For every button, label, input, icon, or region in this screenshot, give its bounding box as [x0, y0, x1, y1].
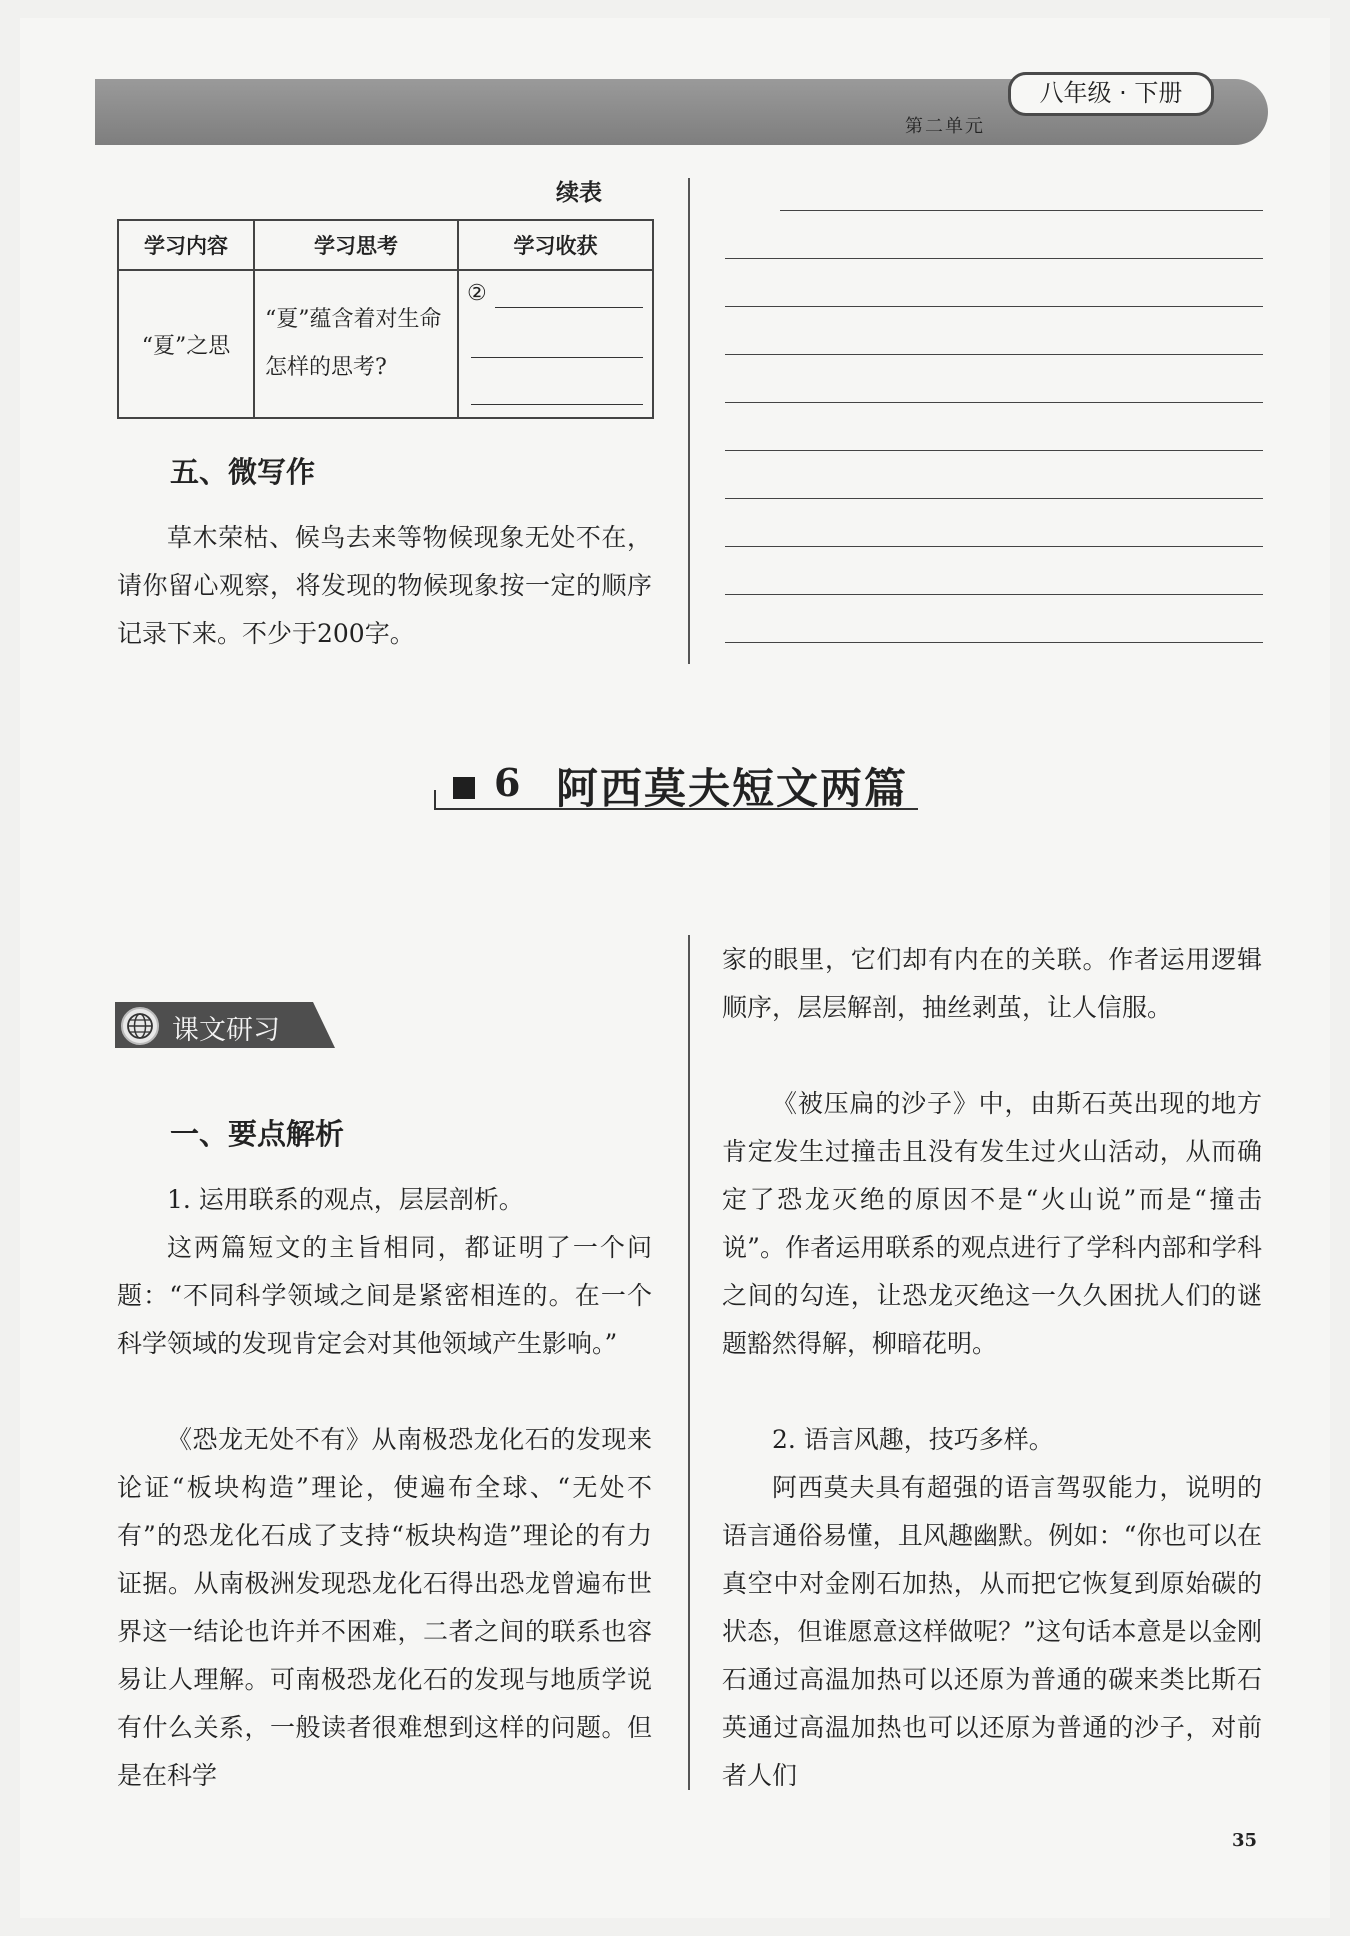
key-points-title: 一、要点解析: [170, 1117, 345, 1151]
paragraph-2: 《恐龙无处不有》从南极恐龙化石的发现来论证“板块构造”理论，使遍布全球、“无处不有”的恐龙化石成了支持“板块构造”理论的有力证据。从南极洲发现恐龙化石得出恐龙曾遍布世界这一结论也许并不困难，二者之间的联系也容易让人理解。可南极恐龙化石的发现与地质学说有什么关系，一般读者很难想到这样的问题。但是在科学: [117, 1425, 652, 1790]
column-divider-bottom: [688, 935, 690, 1790]
writing-line[interactable]: [725, 642, 1263, 643]
grade-label: 八年级 · 下册: [1008, 72, 1214, 116]
writing-line[interactable]: [725, 450, 1263, 451]
writing-line[interactable]: [725, 546, 1263, 547]
paragraph-1: 这两篇短文的主旨相同，都证明了一个问题：“不同科学领域之间是紧密相连的。在一个科学领域的发现肯定会对其他领域产生影响。”: [117, 1233, 652, 1358]
answer-line[interactable]: [471, 357, 643, 358]
title-bar-tick: [434, 790, 436, 810]
answer-line[interactable]: [495, 307, 643, 308]
cell-content: “夏”之思: [118, 270, 254, 418]
unit-label: 第二单元: [905, 116, 985, 137]
paragraph-4: 阿西莫夫具有超强的语言驾驭能力，说明的语言通俗易懂，且风趣幽默。例如：“你也可以在真空中对金刚石加热，从而把它恢复到原始碳的状态，但谁愿意这样做呢？”这句话本意是以金刚石通过高温加热可以还原为普通的碳来类比斯石英通过高温加热也可以还原为普通的沙子，对前者人们: [722, 1473, 1262, 1790]
writing-line[interactable]: [725, 402, 1263, 403]
point-1-heading: 1. 运用联系的观点，层层剖析。: [167, 1185, 524, 1214]
micro-writing-title: 五、微写作: [170, 455, 316, 489]
writing-line[interactable]: [780, 210, 1263, 211]
column-header: 学习思考: [254, 220, 458, 270]
globe-icon: [121, 1007, 159, 1045]
point-2-heading: 2. 语言风趣，技巧多样。: [772, 1425, 1054, 1454]
paragraph-3: 《被压扁的沙子》中，由斯石英出现的地方肯定发生过撞击且没有发生过火山活动，从而确定了恐龙灭绝的原因不是“火山说”而是“撞击说”。作者运用联系的观点进行了学科内部和学科之间的勾连，让恐龙灭绝这一久久困扰人们的谜题豁然得解，柳暗花明。: [722, 1089, 1262, 1358]
writing-line[interactable]: [725, 258, 1263, 259]
writing-line[interactable]: [725, 498, 1263, 499]
column-header: 学习内容: [118, 220, 254, 270]
page-number: 35: [1232, 1830, 1258, 1851]
column-header: 学习收获: [458, 220, 653, 270]
paragraph-2-continued: 家的眼里，它们却有内在的关联。作者运用逻辑顺序，层层解剖，抽丝剥茧，让人信服。: [722, 945, 1262, 1022]
table-header-row: [118, 220, 653, 270]
writing-line[interactable]: [725, 594, 1263, 595]
table-caption: 续表: [556, 180, 602, 206]
section-ribbon-label: 课文研习: [172, 1015, 280, 1046]
square-bullet-icon: [453, 777, 475, 799]
lesson-title: 阿西莫夫短文两篇: [556, 764, 909, 813]
writing-line[interactable]: [725, 306, 1263, 307]
micro-writing-text: 草木荣枯、候鸟去来等物候现象无处不在，请你留心观察，将发现的物候现象按一定的顺序记录下来。不少于200字。: [117, 523, 652, 648]
answer-line[interactable]: [471, 404, 643, 405]
column-divider-top: [688, 178, 690, 664]
gain-marker: ②: [467, 281, 487, 306]
writing-line[interactable]: [725, 354, 1263, 355]
table-row: [118, 270, 653, 418]
lesson-number: 6: [494, 760, 521, 805]
cell-thinking: “夏”蕴含着对生命怎样的思考?: [254, 270, 458, 418]
cell-gain[interactable]: [458, 270, 653, 418]
study-table: [117, 219, 654, 419]
